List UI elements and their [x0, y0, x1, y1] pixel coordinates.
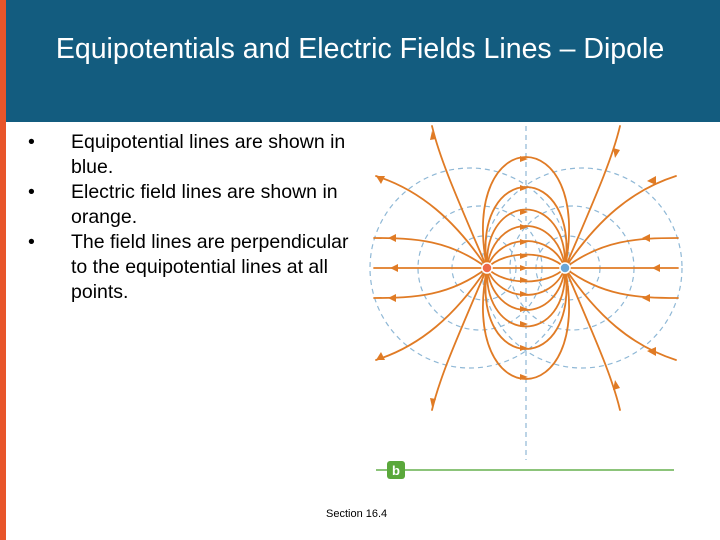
arrow-icon — [520, 265, 528, 271]
header-accent-bar — [0, 0, 6, 122]
bullet-list — [26, 130, 361, 305]
field-line — [432, 268, 487, 410]
bullet-item: • The field lines are perpendicular to the equipotential lines at all points. — [26, 230, 361, 305]
figure-label-text: b — [392, 463, 400, 478]
positive-charge — [482, 263, 492, 273]
field-line — [432, 126, 487, 268]
field-line — [374, 268, 487, 298]
negative-charge — [560, 263, 570, 273]
arrow-icon — [376, 176, 385, 184]
field-line — [374, 238, 487, 268]
field-line — [565, 176, 676, 268]
bullet-item: • Equipotential lines are shown in blue. — [26, 130, 361, 180]
arrow-icon — [613, 380, 620, 390]
arrow-icon — [642, 234, 650, 242]
slide-title: Equipotentials and Electric Fields Lines – Dipole — [55, 33, 665, 65]
arrow-icon — [642, 294, 650, 302]
field-line — [565, 238, 678, 268]
arrow-icon — [520, 239, 528, 245]
field-line — [565, 268, 676, 360]
field-line — [565, 268, 678, 298]
arrow-icon — [388, 234, 396, 242]
arrow-icon — [390, 264, 398, 272]
arrow-icon — [647, 176, 656, 185]
arrow-icon — [388, 294, 396, 302]
field-line — [376, 268, 487, 360]
field-line — [565, 126, 620, 268]
dipole-field-diagram — [366, 124, 686, 488]
field-line — [376, 176, 487, 268]
bullet-item: • Electric field lines are shown in orange. — [26, 180, 361, 230]
slide-footer: Section 16.4 — [326, 508, 388, 520]
title-banner — [0, 0, 720, 122]
arrow-icon — [613, 148, 620, 158]
equipotential-lines — [370, 126, 682, 460]
arrow-icon — [376, 352, 385, 360]
arrow-icon — [520, 291, 528, 297]
arrow-icon — [652, 264, 660, 272]
